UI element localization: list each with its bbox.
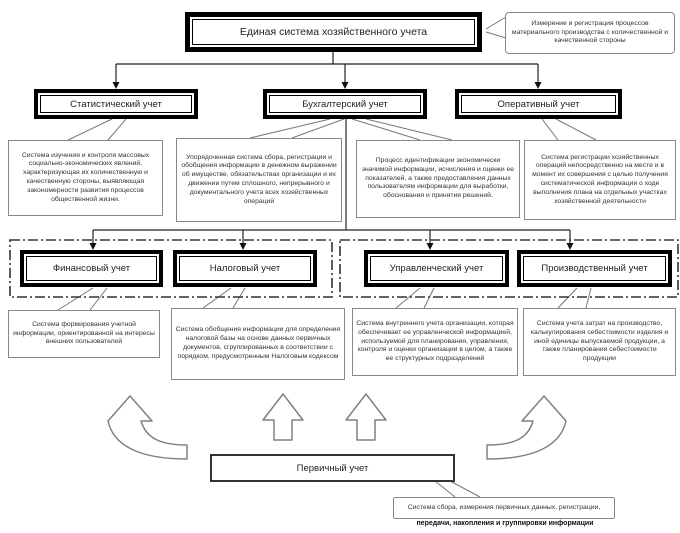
description-text: Система регистрации хозяйственных операций непосредственно на месте и в момент их совершения с целью получения систематической информации о ходе выполнения плана на отдельных участках хозяйственной деятельности bbox=[532, 153, 668, 205]
type-label: Производственный учет bbox=[541, 263, 648, 274]
branch-box-accounting bbox=[263, 89, 427, 119]
branch-label: Статистический учет bbox=[70, 98, 162, 110]
arrowhead-icon bbox=[567, 243, 574, 250]
primary-accounting-box bbox=[210, 454, 455, 482]
operational-description-box bbox=[524, 140, 676, 220]
curved-up-arrow-left-icon bbox=[108, 396, 187, 459]
type-box-production bbox=[517, 250, 672, 287]
arrowhead-icon bbox=[535, 82, 542, 89]
accounting-description2-box bbox=[356, 140, 520, 218]
primary-annotation-line2: передачи, накопления и группировки информации bbox=[416, 520, 594, 527]
description-text: Система изучения и контроля массовых социально-экономических явлений, характеризующая их количественную и качественную стороны, выявляющая закономерности развития процессов общественной жизни. bbox=[21, 151, 150, 203]
arrowhead-icon bbox=[90, 243, 97, 250]
branch-box-operational bbox=[455, 89, 622, 119]
description-text: Система внутреннего учета организации, которая обеспечивает ее управленческой информацией, используемой для планирования, управления, контроля и оценки организации в целом, а также ее структурных подразделений bbox=[356, 319, 514, 363]
type-label: Финансовый учет bbox=[52, 263, 131, 274]
root-to-branches-connector bbox=[116, 52, 538, 84]
description-text: Процесс идентификации экономически значимой информации, исчисления и оценки ее показателей, а также предоставления данных пользователям информации для выработки, обоснования и принятия решений. bbox=[361, 156, 515, 200]
root-box bbox=[185, 12, 482, 52]
arrowhead-icon bbox=[342, 82, 349, 89]
accounting-description-box bbox=[176, 138, 342, 222]
arrowhead-icon bbox=[113, 82, 120, 89]
root-title: Единая система хозяйственного учета bbox=[239, 26, 428, 38]
type-box-financial bbox=[20, 250, 163, 287]
management-description-box bbox=[352, 308, 518, 376]
tax-description-box bbox=[171, 308, 345, 380]
description-text: Система формирования учетной информации, ориентированной на интересы внешних пользователей bbox=[13, 320, 155, 346]
type-box-tax bbox=[173, 250, 317, 287]
arrowhead-icon bbox=[240, 243, 247, 250]
description-text: Упорядоченная система сбора, регистрации и обобщения информации в денежном выражении об имуществе, обязательствах организации и их движении путем сплошного, непрерывного и документального учета всех хозяйственных операций bbox=[181, 153, 337, 205]
up-arrow-icon bbox=[263, 394, 303, 440]
primary-annotation-line1: Система сбора, измерения первичных данных, регистрации, bbox=[407, 503, 601, 511]
curved-up-arrow-right-icon bbox=[487, 396, 566, 459]
financial-description-box bbox=[8, 310, 160, 358]
primary-accounting-label: Первичный учет bbox=[296, 462, 369, 474]
arrowhead-icon bbox=[427, 243, 434, 250]
type-box-management bbox=[364, 250, 509, 287]
root-annotation-text: Измерение и регистрация процессов материального производства с количественной и качественной стороны bbox=[511, 19, 669, 45]
statistical-description-box bbox=[8, 140, 163, 216]
primary-annotation-callout bbox=[393, 497, 615, 519]
flow-arrows bbox=[108, 394, 566, 459]
branch-box-statistical bbox=[34, 89, 198, 119]
description-text: Система обобщения информации для определения налоговой базы на основе данных первичных документов, сгруппированных в соответствии с порядком, предусмотренным Налоговым кодексом bbox=[175, 326, 341, 360]
description-text: Система учета затрат на производство, калькулирования себестоимости изделия и иной единицы выпускаемой продукции, а также планирования себестоимости продукции bbox=[530, 319, 669, 363]
up-arrow-icon bbox=[346, 394, 386, 440]
branch-label: Оперативный учет bbox=[497, 98, 580, 110]
production-description-box bbox=[523, 308, 676, 376]
branch-label: Бухгалтерский учет bbox=[302, 98, 388, 110]
root-annotation-callout bbox=[505, 12, 675, 54]
type-label: Налоговый учет bbox=[209, 263, 281, 274]
type-label: Управленческий учет bbox=[389, 263, 484, 274]
